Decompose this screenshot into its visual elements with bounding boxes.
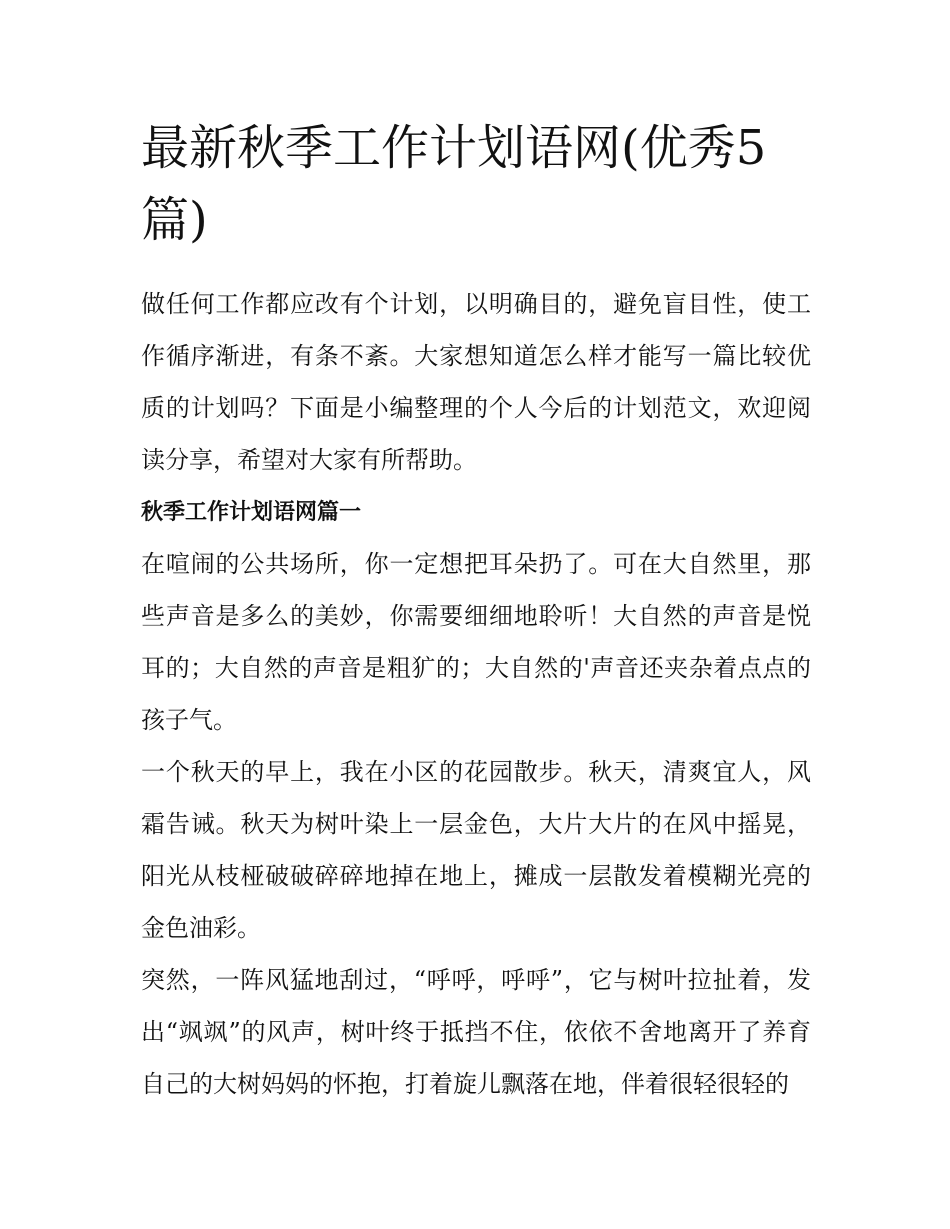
body-paragraph-1: 在喧闹的公共场所，你一定想把耳朵扔了。可在大自然里，那些声音是多么的美妙，你需要细细地聆听！大自然的声音是悦耳的；大自然的声音是粗犷的；大自然的'声音还夹杂着点点的孩子气。 (141, 550, 811, 734)
document-page (141, 112, 811, 1110)
body-paragraph-2: 一个秋天的早上，我在小区的花园散步。秋天，清爽宜人，风霜告诫。秋天为树叶染上一层金色，大片大片的在风中摇晃，阳光从枝桠破破碎碎地掉在地上，摊成一层散发着模糊光亮的金色油彩。 (141, 758, 811, 942)
document-title: 最新秋季工作计划语网(优秀5篇) (141, 120, 767, 248)
intro-paragraph: 做任何工作都应改有个计划，以明确目的，避免盲目性，使工作循序渐进，有条不紊。大家想知道怎么样才能写一篇比较优质的计划吗？下面是小编整理的个人今后的计划范文，欢迎阅读分享，希望对大家有所帮助。 (141, 290, 811, 474)
document-body (141, 278, 811, 1110)
body-paragraph-3: 突然，一阵风猛地刮过，“呼呼，呼呼”，它与树叶拉扯着，发出“飒飒”的风声，树叶终于抵挡不住，依依不舍地离开了养育自己的大树妈妈的怀抱，打着旋儿飘落在地，伴着很轻很轻的 (141, 966, 811, 1098)
section-heading: 秋季工作计划语网篇一 (141, 499, 362, 525)
